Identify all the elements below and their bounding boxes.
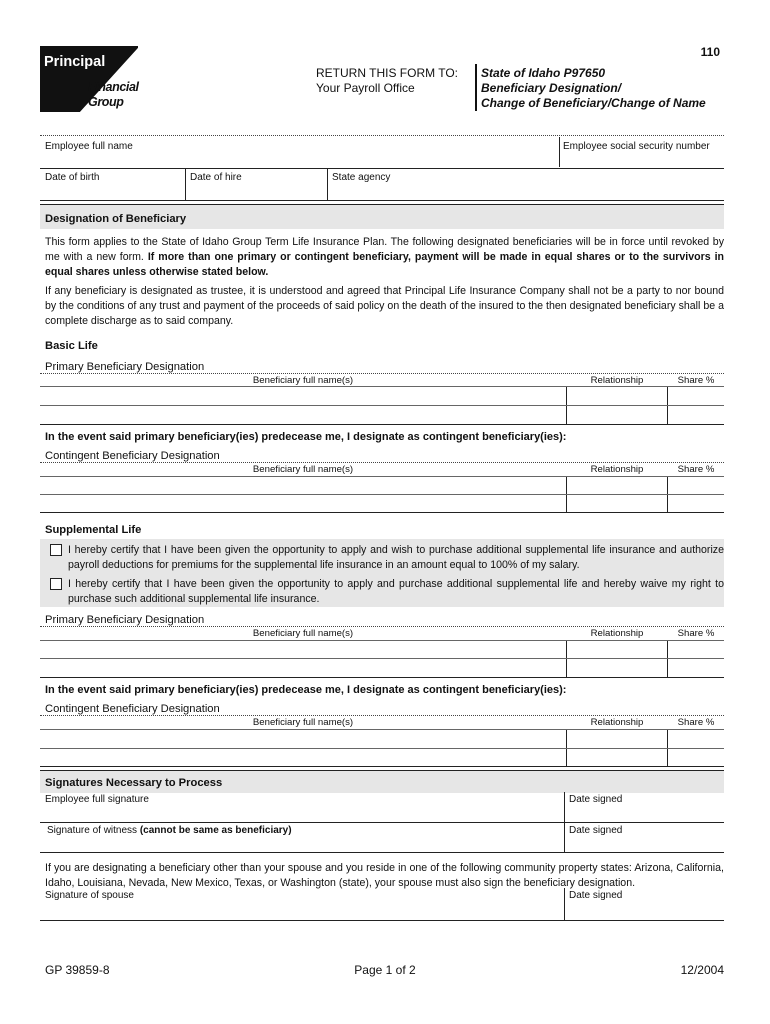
employee-date-signed-label: Date signed: [569, 794, 623, 805]
company-logo: [40, 46, 140, 114]
return-to-value: Your Payroll Office: [316, 81, 415, 95]
supp-contingent-name-header: Beneficiary full name(s): [252, 717, 354, 728]
basic-contingent-share-header: Share %: [677, 464, 715, 475]
supp-contingent-share-header: Share %: [677, 717, 715, 728]
supplemental-contingent-label: Contingent Beneficiary Designation: [45, 703, 220, 715]
trustee-paragraph: If any beneficiary is designated as trustee, it is understood and agreed that Principal Life Insurance Company shall not be a party to nor bound by the conditions of any trust and payment of the proceeds of said policy on the death of the insured to the then designated beneficiary shall be a complete discharge as to said company.: [45, 285, 724, 327]
basic-primary-share-header: Share %: [677, 375, 715, 386]
employee-full-name-label: Employee full name: [45, 141, 133, 152]
supp-primary-name-header: Beneficiary full name(s): [252, 628, 354, 639]
supplemental-primary-label: Primary Beneficiary Designation: [45, 614, 205, 626]
supp-primary-bottom-line: [40, 677, 724, 678]
witness-date-signed-label: Date signed: [569, 825, 623, 836]
designation-heading: Designation of Beneficiary: [45, 213, 187, 225]
form-title-line2: Beneficiary Designation/: [481, 81, 622, 95]
basic-primary-row-1[interactable]: [40, 387, 724, 404]
purchase-supplemental-text: I hereby certify that I have been given the opportunity to apply and wish to purchase additional supplemental life insurance and authorize payroll deductions for premiums for the supplemental life insurance in an amount equal to 100% of my salary.: [68, 544, 724, 571]
supp-contingent-row-2[interactable]: [40, 749, 724, 765]
witness-signature-label-text: Signature of witness: [47, 825, 138, 836]
basic-contingent-top-rule: [40, 462, 724, 463]
basic-contingent-label: Contingent Beneficiary Designation: [45, 450, 220, 462]
logo-text-group: Group: [88, 95, 124, 109]
supp-contingent-relationship-header: Relationship: [590, 717, 644, 728]
community-property-notice: If you are designating a beneficiary other than your spouse and you reside in one of the following community property states: Arizona, California, Idaho, Louisiana, Nevada, New Mexico, Texas, or Washington (state), your spouse must also sign the beneficiary designation.: [45, 862, 724, 889]
supp-contingent-top-rule: [40, 715, 724, 716]
state-agency-field[interactable]: [328, 184, 724, 200]
footer-revision-date: 12/2004: [680, 963, 724, 977]
logo-text-principal: Principal: [44, 54, 106, 70]
form-number: 110: [700, 45, 720, 59]
basic-contingent-name-header: Beneficiary full name(s): [252, 464, 354, 475]
employee-full-name-field[interactable]: [40, 152, 558, 168]
supp-primary-share-header: Share %: [677, 628, 715, 639]
logo-text-financial: Financial: [88, 80, 139, 94]
supp-primary-top-rule: [40, 626, 724, 627]
employee-date-signed-field[interactable]: [565, 806, 724, 822]
spouse-signature-field[interactable]: [40, 903, 563, 920]
basic-primary-relationship-header: Relationship: [590, 375, 644, 386]
witness-date-signed-field[interactable]: [565, 837, 724, 852]
basic-primary-name-header: Beneficiary full name(s): [252, 375, 354, 386]
return-to-label: RETURN THIS FORM TO:: [316, 66, 459, 80]
waive-supplemental-checkbox[interactable]: [50, 578, 62, 590]
spouse-signature-line: [40, 920, 724, 921]
supplemental-life-heading: Supplemental Life: [45, 524, 142, 536]
row-line-2: [40, 200, 724, 201]
witness-signature-line: [40, 852, 724, 853]
date-of-birth-field[interactable]: [40, 184, 184, 200]
supp-primary-row-2[interactable]: [40, 659, 724, 676]
spouse-signature-label: Signature of spouse: [45, 890, 134, 901]
basic-contingent-bottom-line: [40, 512, 724, 513]
employee-ssn-label: Employee social security number: [563, 141, 710, 152]
supp-contingent-bottom-line: [40, 766, 724, 767]
title-divider: [475, 64, 477, 111]
date-of-hire-field[interactable]: [186, 184, 326, 200]
form-title-line3: Change of Beneficiary/Change of Name: [481, 96, 706, 110]
witness-signature-field[interactable]: [40, 837, 563, 852]
supplemental-contingent-statement: In the event said primary beneficiary(ies) predecease me, I designate as contingent beneficiary(ies):: [45, 684, 567, 696]
basic-contingent-row-2[interactable]: [40, 495, 724, 511]
designation-paragraph-1: [45, 235, 724, 280]
waive-supplemental-text: I hereby certify that I have been given the opportunity to apply and purchase additional supplemental life and hereby waive my right to purchase such additional supplemental life insurance.: [68, 578, 724, 605]
basic-contingent-relationship-header: Relationship: [590, 464, 644, 475]
equal-shares-statement: If more than one primary or contingent beneficiary, payment will be made in equal shares or to the survivors in equal shares unless otherwise stated below.: [45, 251, 724, 278]
witness-signature-label: [47, 825, 292, 836]
employee-signature-field[interactable]: [40, 806, 563, 822]
date-of-birth-label: Date of birth: [45, 172, 100, 183]
basic-primary-top-rule: [40, 373, 724, 374]
basic-primary-row-2[interactable]: [40, 406, 724, 423]
basic-contingent-statement: In the event said primary beneficiary(ies) predecease me, I designate as contingent beneficiary(ies):: [45, 431, 567, 443]
basic-primary-bottom-line: [40, 424, 724, 425]
supp-primary-relationship-header: Relationship: [590, 628, 644, 639]
spouse-date-signed-label: Date signed: [569, 890, 623, 901]
footer-page-number: Page 1 of 2: [354, 963, 416, 977]
signatures-heading: Signatures Necessary to Process: [45, 777, 223, 789]
employee-signature-label: Employee full signature: [45, 794, 149, 805]
supp-primary-row-1[interactable]: [40, 641, 724, 657]
separator-dotted-top: [40, 135, 724, 136]
form-title-line1: State of Idaho P97650: [481, 66, 606, 80]
designation-paragraph-1-text: This form applies to the State of Idaho Group Term Life Insurance Plan. The following designated beneficiaries will be in force until revoked by me with a new form.: [45, 236, 724, 263]
state-agency-label: State agency: [332, 172, 391, 183]
employee-ssn-field[interactable]: [560, 152, 724, 168]
basic-primary-label: Primary Beneficiary Designation: [45, 361, 205, 373]
spouse-date-signed-field[interactable]: [565, 903, 724, 920]
witness-restriction-note: (cannot be same as beneficiary): [139, 825, 292, 836]
basic-contingent-row-1[interactable]: [40, 477, 724, 493]
basic-life-heading: Basic Life: [45, 340, 98, 352]
supp-contingent-row-1[interactable]: [40, 730, 724, 747]
purchase-supplemental-checkbox[interactable]: [50, 544, 62, 556]
footer-form-code: GP 39859-8: [45, 963, 110, 977]
employee-signature-line: [40, 822, 724, 823]
row-line-1: [40, 168, 724, 169]
date-of-hire-label: Date of hire: [190, 172, 242, 183]
